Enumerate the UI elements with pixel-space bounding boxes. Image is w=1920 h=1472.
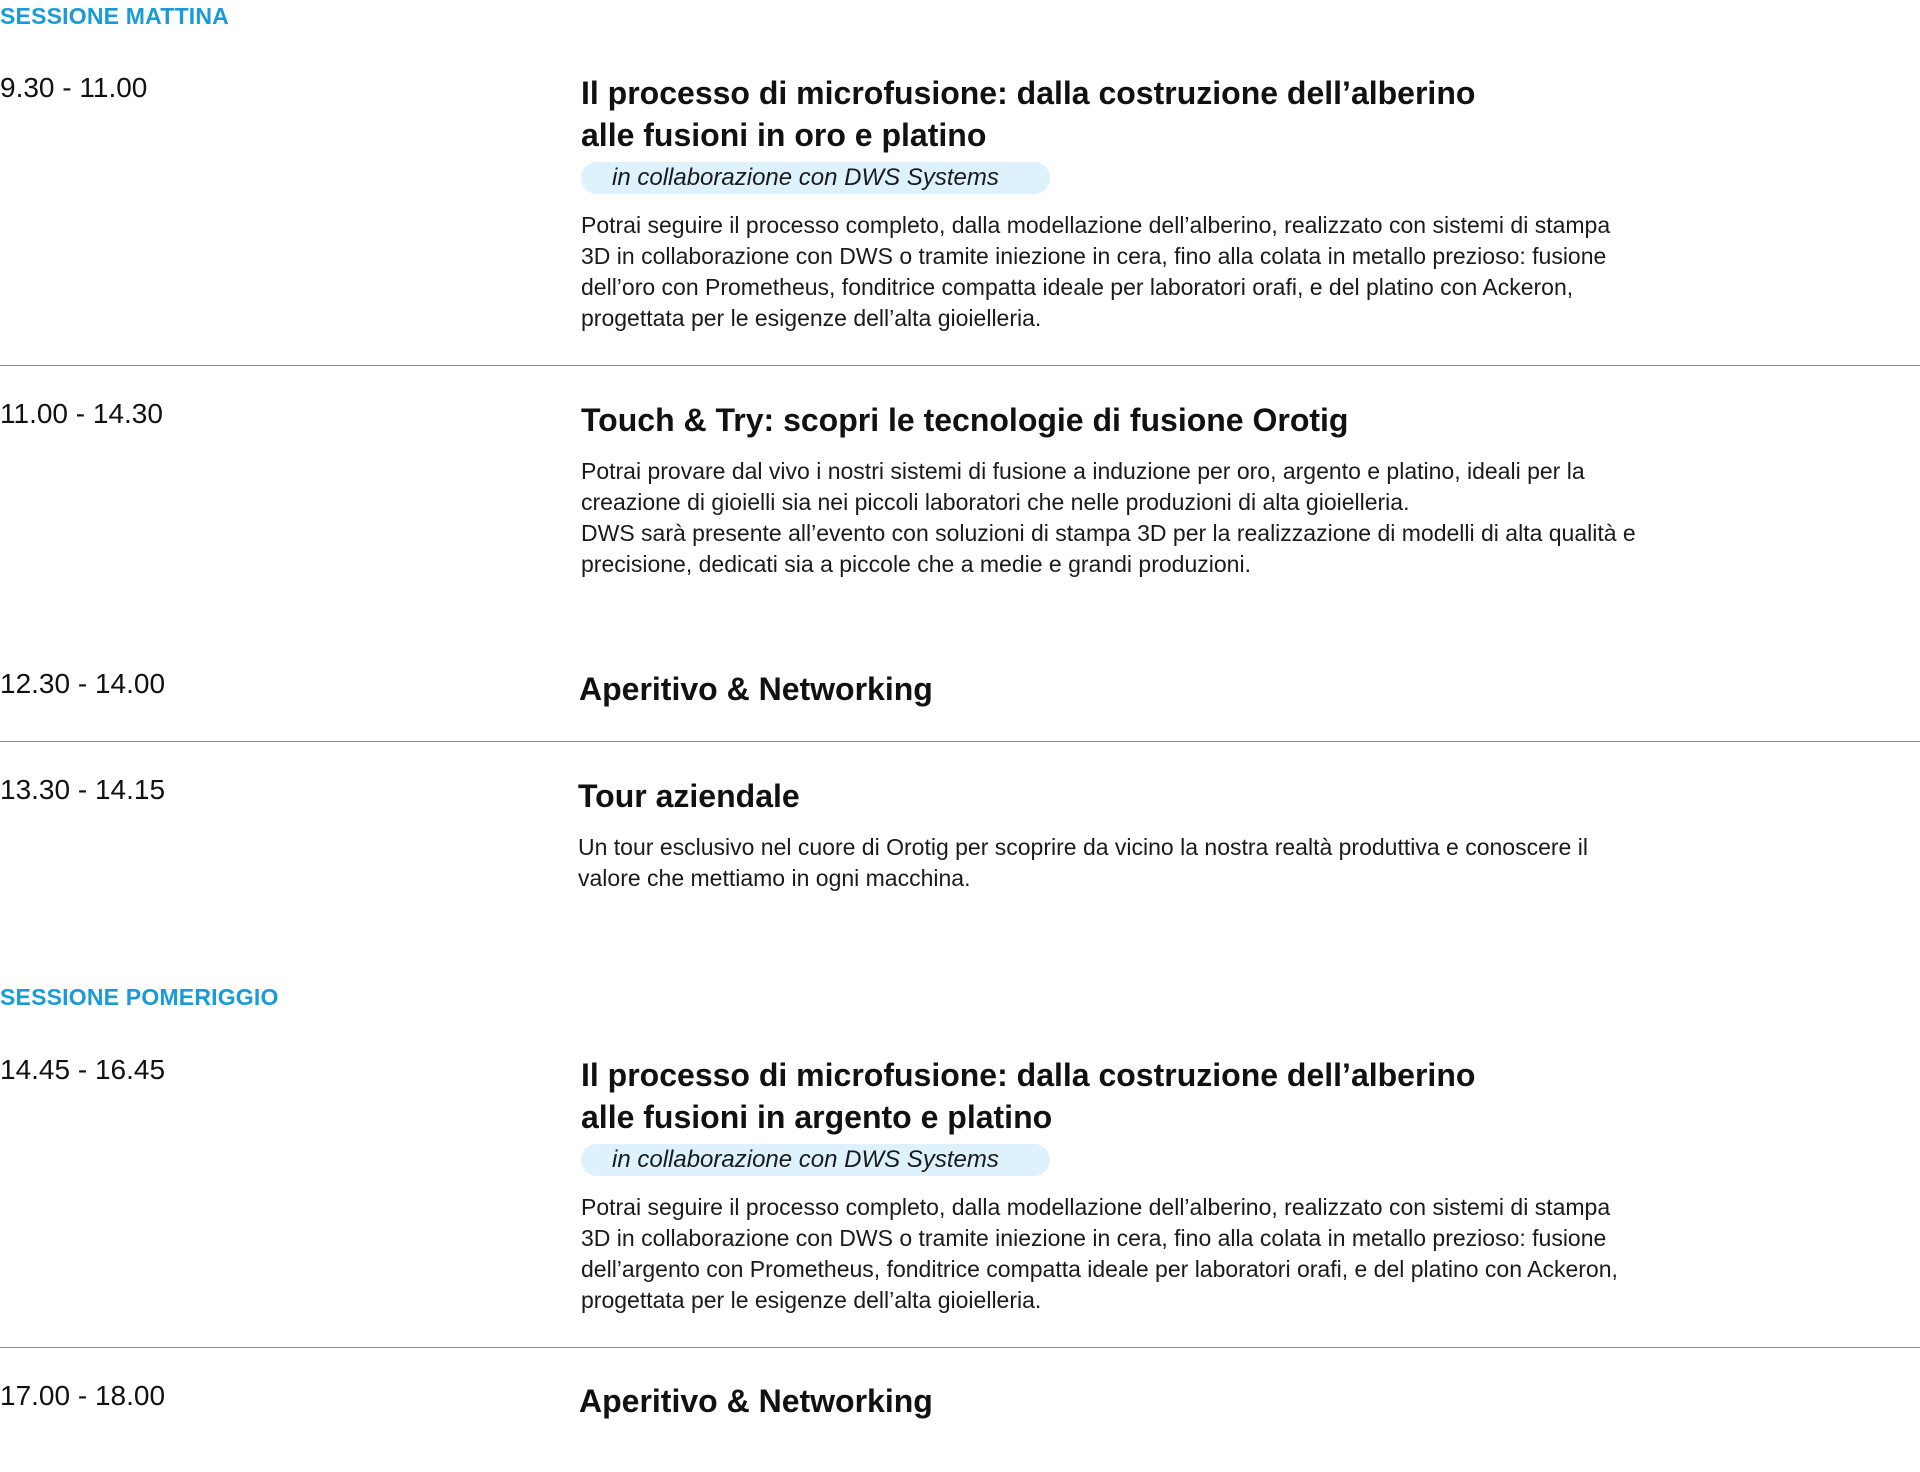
event-title-line: Aperitivo & Networking xyxy=(579,1383,933,1419)
description-line: Potrai seguire il processo completo, dalla modellazione dell’alberino, realizzato con sistemi di stampa xyxy=(581,1194,1611,1220)
event-title-line: alle fusioni in oro e platino xyxy=(581,117,987,153)
event-title xyxy=(579,1380,933,1422)
event-title-line: Aperitivo & Networking xyxy=(579,671,933,707)
event-title-line: Tour aziendale xyxy=(578,778,800,814)
description-line: DWS sarà presente all’evento con soluzioni di stampa 3D per la realizzazione di modelli di alta qualità e xyxy=(581,520,1636,546)
description-line: Potrai provare dal vivo i nostri sistemi di fusione a induzione per oro, argento e platino, ideali per la xyxy=(581,458,1585,484)
event-title xyxy=(579,668,933,710)
description-line: 3D in collaborazione con DWS o tramite iniezione in cera, fino alla colata in metallo prezioso: fusione xyxy=(581,243,1607,269)
event-time: 9.30 - 11.00 xyxy=(0,72,148,103)
event-title xyxy=(578,775,800,817)
description-line: progettata per le esigenze dell’alta gioielleria. xyxy=(581,1287,1042,1313)
description-line: 3D in collaborazione con DWS o tramite iniezione in cera, fino alla colata in metallo prezioso: fusione xyxy=(581,1225,1607,1251)
collaboration-badge: in collaborazione con DWS Systems xyxy=(581,162,1050,194)
collaboration-badge: in collaborazione con DWS Systems xyxy=(581,1144,1050,1176)
event-title-line: Il processo di microfusione: dalla costruzione dell’alberino xyxy=(581,75,1476,111)
event-title-line: Touch & Try: scopri le tecnologie di fusione Orotig xyxy=(581,402,1349,438)
description-line: dell’oro con Prometheus, fonditrice compatta ideale per laboratori orafi, e del platino con Ackeron, xyxy=(581,274,1574,300)
session-label-morning: SESSIONE MATTINA xyxy=(0,3,229,29)
divider xyxy=(0,365,1920,366)
event-title-line: alle fusioni in argento e platino xyxy=(581,1099,1053,1135)
event-time: 12.30 - 14.00 xyxy=(0,668,166,699)
event-description xyxy=(581,456,1636,580)
description-line: progettata per le esigenze dell’alta gioielleria. xyxy=(581,305,1042,331)
description-line: creazione di gioielli sia nei piccoli laboratori che nelle produzioni di alta gioielleria. xyxy=(581,489,1410,515)
session-label-afternoon: SESSIONE POMERIGGIO xyxy=(0,984,279,1010)
event-title xyxy=(581,72,1475,156)
event-description xyxy=(581,1192,1618,1316)
event-time: 13.30 - 14.15 xyxy=(0,774,166,805)
event-title xyxy=(581,1054,1475,1138)
event-description xyxy=(578,832,1588,894)
description-line: Un tour esclusivo nel cuore di Orotig per scoprire da vicino la nostra realtà produttiva e conoscere il xyxy=(578,834,1588,860)
event-time: 17.00 - 18.00 xyxy=(0,1380,166,1411)
event-title xyxy=(581,399,1348,441)
description-line: dell’argento con Prometheus, fonditrice compatta ideale per laboratori orafi, e del platino con Ackeron, xyxy=(581,1256,1618,1282)
event-title-line: Il processo di microfusione: dalla costruzione dell’alberino xyxy=(581,1057,1476,1093)
description-line: valore che mettiamo in ogni macchina. xyxy=(578,865,971,891)
event-description xyxy=(581,210,1610,334)
description-line: precisione, dedicati sia a piccole che a medie e grandi produzioni. xyxy=(581,551,1251,577)
divider xyxy=(0,741,1920,742)
divider xyxy=(0,1347,1920,1348)
description-line: Potrai seguire il processo completo, dalla modellazione dell’alberino, realizzato con sistemi di stampa xyxy=(581,212,1611,238)
event-time: 14.45 - 16.45 xyxy=(0,1054,166,1085)
event-time: 11.00 - 14.30 xyxy=(0,398,163,429)
